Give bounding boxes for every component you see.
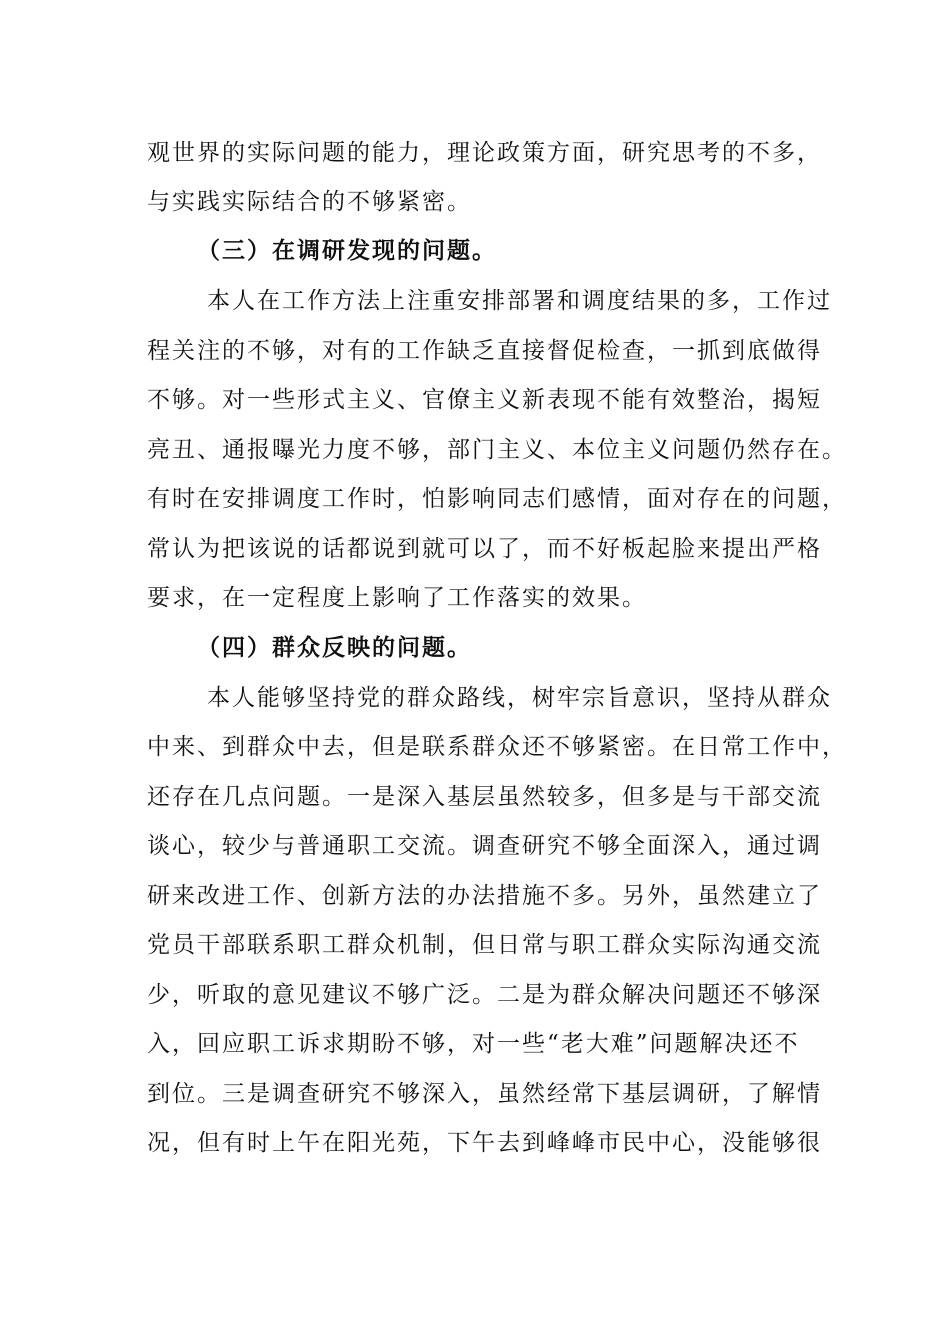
- section-heading-3: （三）在调研发现的问题。: [197, 237, 497, 264]
- paragraph-line: 本人能够坚持党的群众路线，树牢宗旨意识，坚持从群众: [207, 685, 832, 711]
- paragraph-line: 观世界的实际问题的能力，理论政策方面，研究思考的不多，: [147, 140, 822, 166]
- paragraph-line: 党员干部联系职工群众机制，但日常与职工群众实际沟通交流: [147, 932, 822, 958]
- paragraph-line: 还存在几点问题。一是深入基层虽然较多，但多是与干部交流: [147, 784, 822, 810]
- paragraph-line: 况，但有时上午在阳光苑，下午去到峰峰市民中心，没能够很: [147, 1130, 822, 1156]
- paragraph-line: 程关注的不够，对有的工作缺乏直接督促检查，一抓到底做得: [147, 338, 822, 364]
- paragraph-line: 有时在安排调度工作时，怕影响同志们感情，面对存在的问题，: [147, 486, 847, 512]
- paragraph-line: 研来改进工作、创新方法的办法措施不多。另外，虽然建立了: [147, 883, 822, 909]
- paragraph-line: 少，听取的意见建议不够广泛。二是为群众解决问题还不够深: [147, 982, 822, 1008]
- paragraph-line: 谈心，较少与普通职工交流。调查研究不够全面深入，通过调: [147, 833, 822, 859]
- paragraph-line: 入，回应职工诉求期盼不够，对一些“老大难”问题解决还不: [147, 1031, 800, 1057]
- section-heading-4: （四）群众反映的问题。: [197, 634, 472, 661]
- paragraph-line: 亮丑、通报曝光力度不够，部门主义、本位主义问题仍然存在。: [147, 437, 847, 463]
- paragraph-line: 中来、到群众中去，但是联系群众还不够紧密。在日常工作中，: [147, 734, 847, 760]
- paragraph-line: 与实践实际结合的不够紧密。: [147, 189, 472, 215]
- paragraph-line: 不够。对一些形式主义、官僚主义新表现不能有效整治，揭短: [147, 387, 822, 413]
- paragraph-line: 到位。三是调查研究不够深入，虽然经常下基层调研，了解情: [147, 1081, 822, 1107]
- paragraph-line: 本人在工作方法上注重安排部署和调度结果的多，工作过: [207, 288, 832, 314]
- paragraph-line: 常认为把该说的话都说到就可以了，而不好板起脸来提出严格: [147, 536, 822, 562]
- paragraph-line: 要求，在一定程度上影响了工作落实的效果。: [147, 585, 647, 611]
